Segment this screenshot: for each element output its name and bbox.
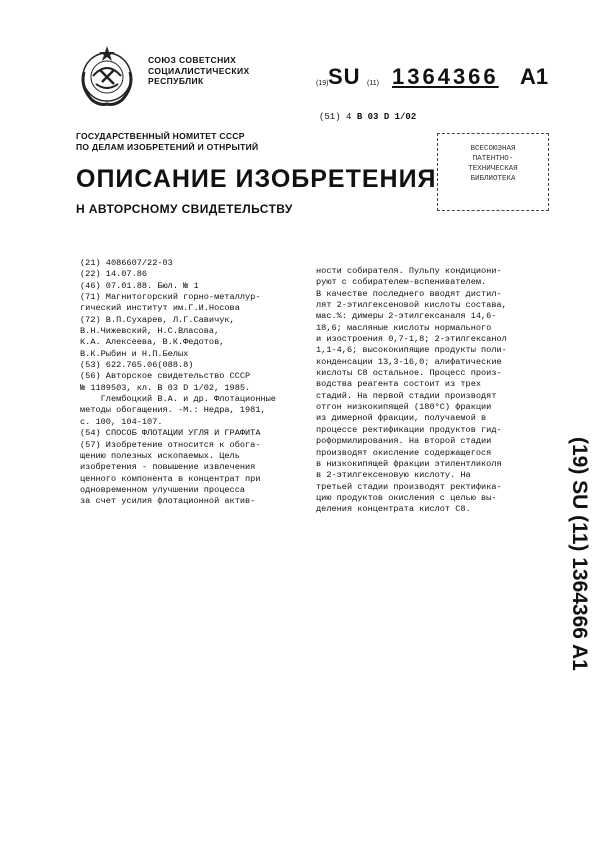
document-subtitle: Н АВТОРСНОМУ СВИДЕТЕЛЬСТВУ <box>76 202 293 216</box>
text-line: цию продуктов окисления с целью вы- <box>316 492 497 503</box>
text-line: и изостроения 0,7-1,8; 2-этилгексанол <box>316 334 507 345</box>
text-line: мас.%: димеры 2-этилгексаналя 14,6- <box>316 311 497 322</box>
text-line: производят окисление содержащегося <box>316 447 492 458</box>
text-line: 18,6; масляные кислоты нормального <box>316 322 492 333</box>
text-line: третьей стадии производят ректифика- <box>316 481 502 492</box>
patent-number: 1364366 <box>392 64 499 89</box>
text-line: № 1189503, кл. В 03 D 1/02, 1985. <box>80 382 251 393</box>
text-line: (54) СПОСОБ ФЛОТАЦИИ УГЛЯ И ГРАФИТА <box>80 428 261 439</box>
text-line: ценного компонента в концентрат при <box>80 473 261 484</box>
text-line: В.К.Рыбин и Н.П.Белых <box>80 348 189 359</box>
document-kind: A1 <box>520 64 549 89</box>
stamp-line: ТЕХНИЧЕСКАЯ <box>468 165 518 173</box>
text-line: гический институт им.Г.И.Носова <box>80 303 240 314</box>
committee-line: ГОСУДАРСТВЕННЫЙ НОМИТЕТ СССР <box>76 131 245 141</box>
text-line: отгон низкокипящей (180°С) фракции <box>316 402 492 413</box>
library-stamp <box>437 133 549 211</box>
stamp-line: ПАТЕНТНО- <box>472 155 514 163</box>
code-number: (11) <box>367 80 379 87</box>
side-patent-code <box>555 437 591 707</box>
text-line: за счет усилия флотационной актив- <box>80 496 256 507</box>
text-line: процессе ректификации продуктов гид- <box>316 424 502 435</box>
text-line: (22) 14.07.86 <box>80 269 148 280</box>
text-line: В.Н.Чижевский, Н.С.Власова, <box>80 326 220 337</box>
text-line: (72) В.П.Сухарев, Л.Г.Савичук, <box>80 314 235 325</box>
text-line: (56) Авторское свидетельство СССР <box>80 371 251 382</box>
union-line: СОЮЗ СОВЕТСНИХ <box>148 55 237 65</box>
text-line: одновременном улучшении процесса <box>80 484 246 495</box>
text-line: изобретения - повышение извлечения <box>80 462 256 473</box>
text-line: в 2-этилгексеновую кислоту. На <box>316 470 471 481</box>
text-line: 1,1-4,6; высококипящие продукты поли- <box>316 345 507 356</box>
committee-line: ПО ДЕЛАМ ИЗОБРЕТЕНИЙ И ОТНРЫТИЙ <box>76 141 259 152</box>
text-line: деления концентрата кислот С8. <box>316 504 471 515</box>
committee-name <box>76 131 258 152</box>
document-title: ОПИСАНИЕ ИЗОБРЕТЕНИЯ <box>76 165 437 193</box>
ipc-code: (51) 4 <box>319 112 352 122</box>
text-line: (71) Магнитогорский горно-металлур- <box>80 292 261 303</box>
state-emblem <box>76 42 138 110</box>
text-line: щению полезных ископаемых. Цель <box>80 450 240 461</box>
ipc-classification <box>319 112 416 122</box>
code-country: (19) <box>316 80 329 87</box>
text-line: ности собирателя. Пульпу кондициони- <box>316 266 502 276</box>
text-line: (46) 07.01.88. Бюл. № 1 <box>80 280 199 291</box>
text-line: в низкокипящей фракции этилентликоля <box>316 458 502 469</box>
union-line: РЕСПУБЛИК <box>148 76 204 86</box>
text-line: кислоты С8 остальное. Процесс произ- <box>316 368 502 379</box>
text-line: (57) Изобретение относится к обога- <box>80 439 261 450</box>
text-line: В качестве последнего вводят дистил- <box>316 288 502 299</box>
stamp-line: ВСЕСОЮЗНАЯ <box>470 145 516 153</box>
side-code-text: (19) SU (11) 1364366 A1 <box>568 437 591 671</box>
text-line: методы обогащения. -М.: Недра, 1981, <box>80 405 266 416</box>
text-line: Глембоцкий В.А. и др. Флотационные <box>80 394 276 405</box>
text-line: стадий. На первой стадии производят <box>316 390 497 401</box>
text-line: лят 2-этилгексеновой кислоты состава, <box>316 300 507 311</box>
text-line: (21) 4086607/22-03 <box>80 258 173 268</box>
text-line: водства реагента состоит из трех <box>316 379 482 390</box>
text-line: с. 100, 104-107. <box>80 416 163 427</box>
text-line: конденсации 13,3-16,0; алифатические <box>316 356 502 367</box>
bibliographic-column <box>80 258 276 508</box>
text-line: роформилирования. На второй стадии <box>316 436 492 447</box>
country-code: SU <box>328 64 361 89</box>
text-line: (53) 622.765.06(088.8) <box>80 360 194 371</box>
abstract-column <box>316 266 507 516</box>
stamp-line: БИБЛИОТЕКА <box>470 175 516 183</box>
union-line: СОЦИАЛИСТИЧЕСКИХ <box>148 65 250 76</box>
text-line: руют с собирателем-вспенивателем. <box>316 277 487 288</box>
text-line: К.А. Алексеева, В.К.Федотов, <box>80 337 225 348</box>
union-name <box>148 55 250 87</box>
ipc-class: B 03 D 1/02 <box>356 112 417 122</box>
text-line: из димерной фракции, получаемой в <box>316 413 487 424</box>
